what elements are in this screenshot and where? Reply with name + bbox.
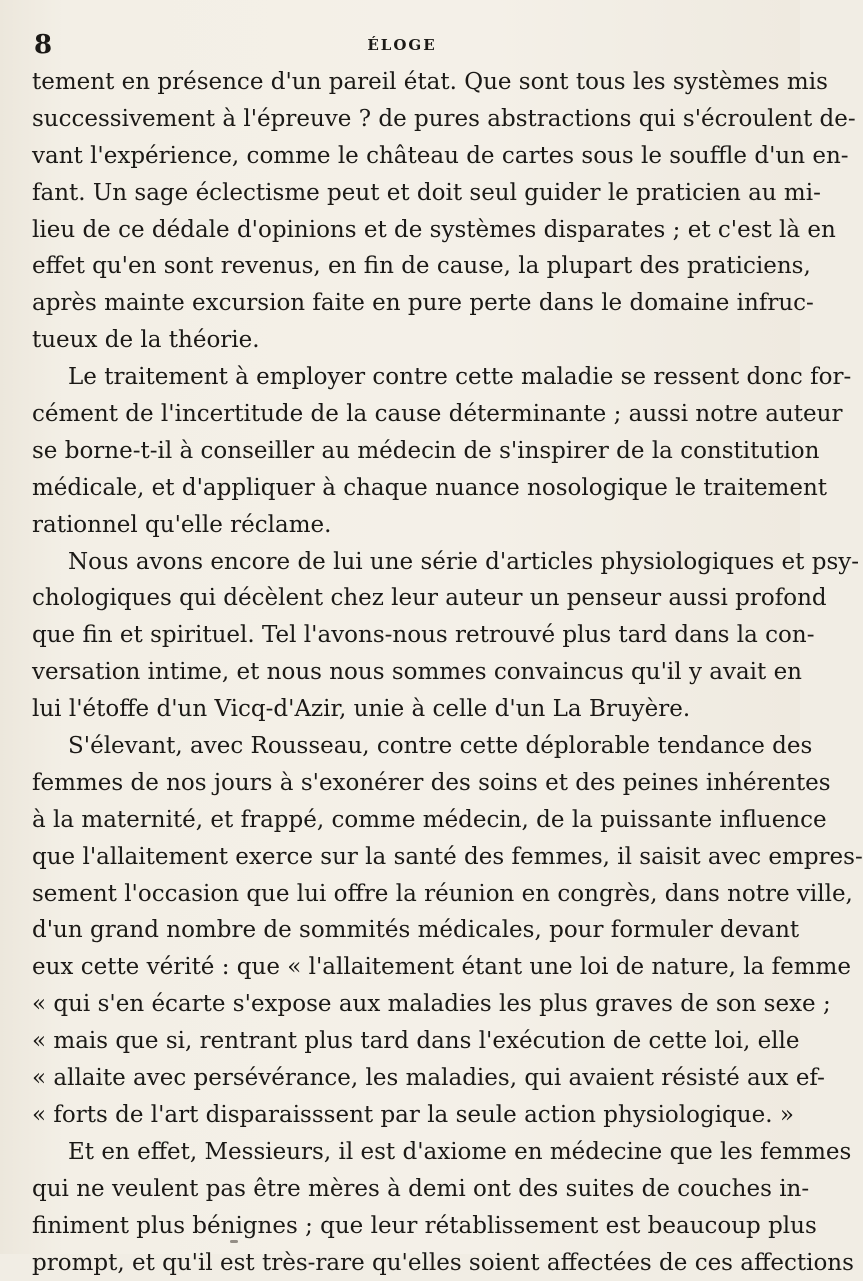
- page-number: 8: [34, 30, 52, 60]
- text-line: que fin et spirituel. Tel l'avons-nous retrouvé plus tard dans la con-: [32, 617, 752, 654]
- text-line: à la maternité, et frappé, comme médecin, de la puissante influence: [32, 802, 752, 839]
- text-line: se borne-t-il à conseiller au médecin de s'inspirer de la constitution: [32, 433, 752, 470]
- ink-smudge: [230, 1240, 238, 1243]
- text-line: tueux de la théorie.: [32, 322, 752, 359]
- text-line: tement en présence d'un pareil état. Que sont tous les systèmes mis: [32, 64, 752, 101]
- text-line: lui l'étoffe d'un Vicq-d'Azir, unie à celle d'un La Bruyère.: [32, 691, 752, 728]
- body-text: [32, 64, 752, 1281]
- text-line: médicale, et d'appliquer à chaque nuance nosologique le traitement: [32, 470, 752, 507]
- text-line: cément de l'incertitude de la cause déterminante ; aussi notre auteur: [32, 396, 752, 433]
- text-line: « forts de l'art disparaisssent par la seule action physiologique. »: [32, 1097, 752, 1134]
- text-line: « allaite avec persévérance, les maladies, qui avaient résisté aux ef-: [32, 1060, 752, 1097]
- text-line: prompt, et qu'il est très-rare qu'elles soient affectées de ces affections: [32, 1245, 752, 1281]
- text-line: lieu de ce dédale d'opinions et de systèmes disparates ; et c'est là en: [32, 212, 752, 249]
- text-line: Et en effet, Messieurs, il est d'axiome en médecine que les femmes: [32, 1134, 752, 1171]
- text-line: que l'allaitement exerce sur la santé des femmes, il saisit avec empres-: [32, 839, 752, 876]
- text-line: S'élevant, avec Rousseau, contre cette déplorable tendance des: [32, 728, 752, 765]
- text-line: femmes de nos jours à s'exonérer des soins et des peines inhérentes: [32, 765, 752, 802]
- text-line: versation intime, et nous nous sommes convaincus qu'il y avait en: [32, 654, 752, 691]
- text-line: qui ne veulent pas être mères à demi ont des suites de couches in-: [32, 1171, 752, 1208]
- text-line: « mais que si, rentrant plus tard dans l'exécution de cette loi, elle: [32, 1023, 752, 1060]
- text-line: fant. Un sage éclectisme peut et doit seul guider le praticien au mi-: [32, 175, 752, 212]
- text-line: successivement à l'épreuve ? de pures abstractions qui s'écroulent de-: [32, 101, 752, 138]
- text-line: chologiques qui décèlent chez leur auteur un penseur aussi profond: [32, 580, 752, 617]
- text-line: sement l'occasion que lui offre la réunion en congrès, dans notre ville,: [32, 876, 752, 913]
- text-line: finiment plus bénignes ; que leur rétablissement est beaucoup plus: [32, 1208, 752, 1245]
- text-line: d'un grand nombre de sommités médicales, pour formuler devant: [32, 912, 752, 949]
- text-line: vant l'expérience, comme le château de cartes sous le souffle d'un en-: [32, 138, 752, 175]
- text-line: rationnel qu'elle réclame.: [32, 507, 752, 544]
- text-line: Nous avons encore de lui une série d'articles physiologiques et psy-: [32, 544, 752, 581]
- text-line: effet qu'en sont revenus, en fin de cause, la plupart des praticiens,: [32, 248, 752, 285]
- text-line: après mainte excursion faite en pure perte dans le domaine infruc-: [32, 285, 752, 322]
- text-line: eux cette vérité : que « l'allaitement étant une loi de nature, la femme: [32, 949, 752, 986]
- text-line: « qui s'en écarte s'expose aux maladies les plus graves de son sexe ;: [32, 986, 752, 1023]
- text-line: Le traitement à employer contre cette maladie se ressent donc for-: [32, 359, 752, 396]
- page-header: [34, 22, 770, 58]
- running-head: ÉLOGE: [34, 36, 770, 54]
